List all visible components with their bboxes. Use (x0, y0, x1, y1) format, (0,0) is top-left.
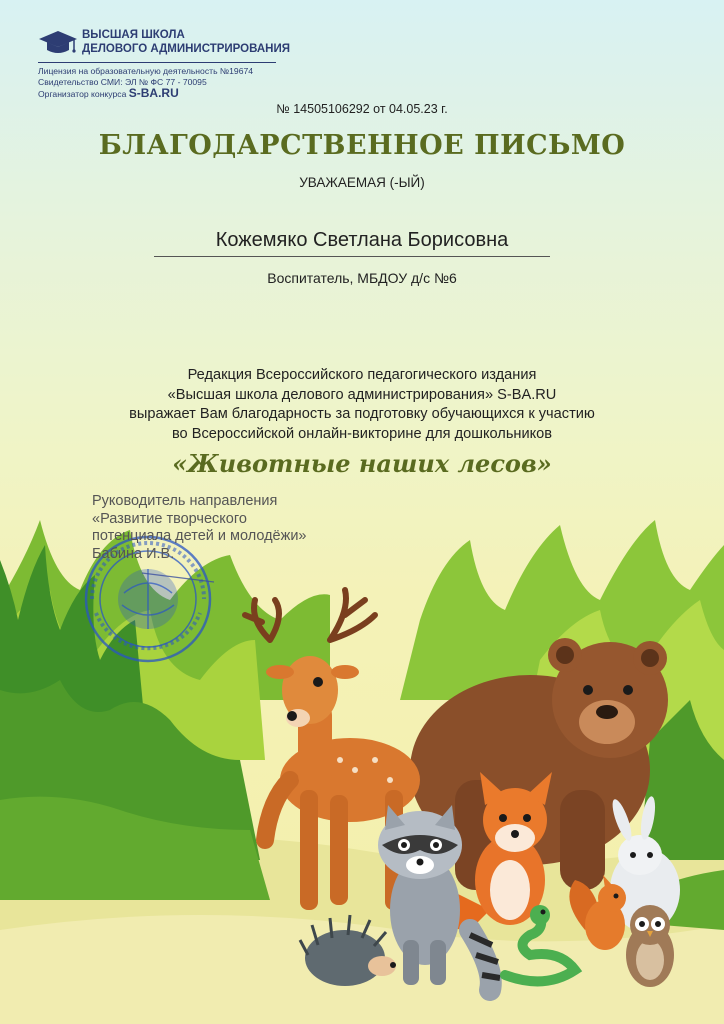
signature-line: «Развитие творческого (92, 510, 247, 527)
signature-block (92, 493, 306, 563)
body-line: «Высшая школа делового администрирования» S-BA.RU (167, 386, 557, 403)
owl-figure (626, 905, 674, 987)
recipient-position: Воспитатель, МБДОУ д/с №6 (267, 270, 457, 286)
media-registration-text: Свидетельство СМИ: ЭЛ № ФС 77 - 70095 (38, 77, 207, 87)
body-line: выражает Вам благодарность за подготовку обучающихся к участию (129, 406, 595, 422)
organizer-brand: S-BA.RU (128, 86, 179, 100)
event-title: «Животные наших лесов» (172, 449, 552, 478)
logo-line-2: ДЕЛОВОГО АДМИНИСТРИРОВАНИЯ (82, 43, 291, 55)
organizer-label: Организатор конкурса (38, 89, 127, 99)
signature-line: потенциала детей и молодёжи» (92, 528, 307, 544)
document-title: БЛАГОДАРСТВЕННОЕ ПИСЬМО (98, 130, 626, 161)
signature-line: Руководитель направления (92, 493, 278, 509)
logo-line-1: ВЫСШАЯ ШКОЛА (82, 29, 185, 41)
body-line: Редакция Всероссийского педагогического издания (187, 367, 537, 383)
salutation: УВАЖАЕМАЯ (-ЫЙ) (299, 175, 425, 190)
body-line: во Всероссийской онлайн-викторине для дошкольников (171, 425, 553, 442)
signature-line: Бабина И.В. (92, 545, 175, 562)
document-number: № 14505106292 от 04.05.23 г. (276, 102, 448, 116)
recipient-name: Кожемяко Светлана Борисовна (215, 229, 509, 251)
license-text: Лицензия на образовательную деятельность №19674 (38, 66, 254, 76)
